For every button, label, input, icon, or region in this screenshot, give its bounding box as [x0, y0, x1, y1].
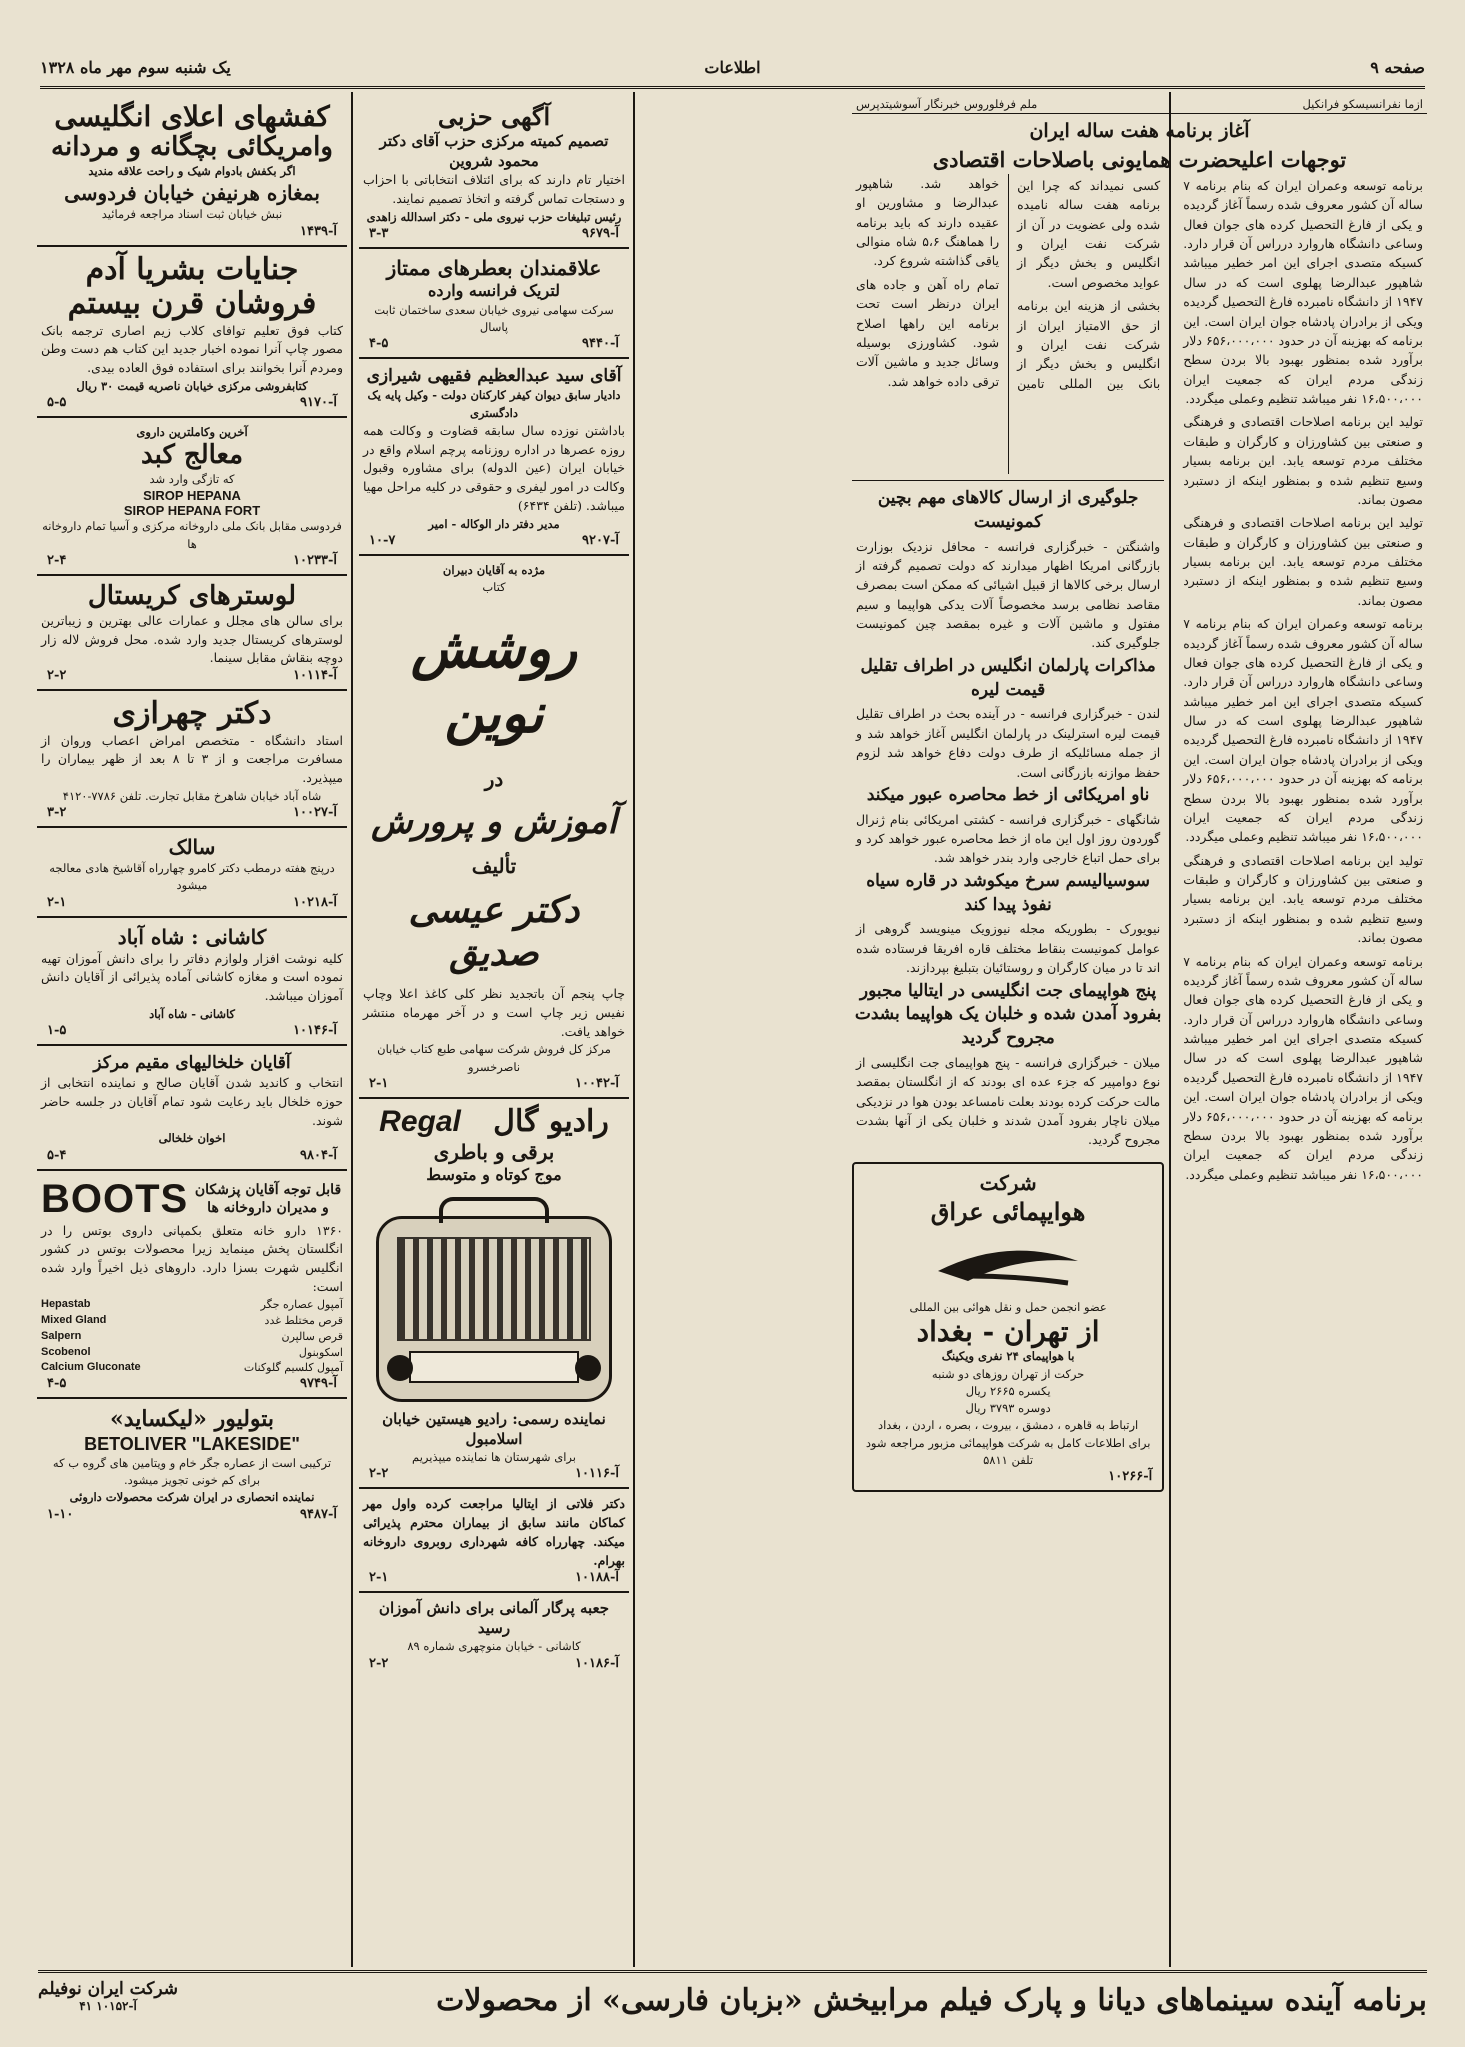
ad-sign: کاشانی - شاه آباد	[149, 1006, 235, 1021]
ad-text: اگر بکفش بادوام شیک و راحت علاقه مندید	[88, 164, 296, 179]
ad-agent: نماینده انحصاری در ایران شرکت محصولات داروئی	[69, 1490, 315, 1505]
ad-text: برقی و باطری	[433, 1140, 555, 1165]
ad-body: چاپ پنجم آن باتجدید نظر کلی کاغذ اعلا وچاپ نفیس زیر چاپ است و در آخر مهرماه منتشر خواهد یافت.	[363, 986, 625, 1039]
ad-ref: ۵-۵	[47, 395, 67, 411]
fare: یکسره ۲۶۶۵ ریال	[965, 1383, 1051, 1398]
ad-code: آ-۹۶۷۹	[582, 225, 619, 241]
ad-perfume	[359, 249, 629, 359]
article-body: بخشی از هزینه این برنامه از حق الامتیاز ایران از شرکت نفت ایران و انگلیس و بخش دیگر از بانک بین المللی تامین خواهد شد. شاهپور عبدالرضا و مشاورین او عقیده دارند که باید برنامه را هماهنگ ۵،۶ شاه منوالی یاقی گذاشته شروع کرد.	[856, 175, 1161, 391]
article-body: لندن - خبرگزاری فرانسه - در آینده بحث در اطراف تقلیل قیمت لیره استرلینک در پارلمان انگلیس آغاز خواهد شد و از جمله مسائلیکه از طرف دولت دفاع خواهد شد لزوم حفظ موازنه بازرگانی است.	[856, 706, 1161, 780]
product-name: SIROP HEPANA FORT	[123, 503, 261, 519]
ad-code: آ-۱۰۲۶۶	[1108, 1469, 1153, 1485]
ad-ref: ۲-۲	[369, 1655, 389, 1671]
list-item: قرص مختلط غدد Mixed Gland	[41, 1313, 343, 1327]
ad-sub: که تازگی وارد شد	[149, 472, 235, 487]
ad-code: آ-۱۰۱۴۶	[293, 1023, 337, 1039]
ad-title: رادیو گال	[493, 1103, 609, 1139]
ad-code: آ-۱۰۱۱۶	[575, 1466, 619, 1482]
ad-title: معالج کبد	[140, 440, 244, 471]
ad-compass-box	[359, 1593, 629, 1676]
ad-title: جعبه پرگار آلمانی برای دانش آموزان رسید	[378, 1599, 610, 1637]
ad-body: کاشانی - خیابان منوچهری شماره ۸۹	[407, 1639, 581, 1654]
ad-shoes	[37, 95, 347, 247]
list-item: قرص سالپرن Salpern	[41, 1329, 343, 1343]
product-list	[41, 1297, 343, 1377]
article-body: تمام راه آهن و جاده های ایران درنظر است تحت برنامه این راهها اصلاح شود. کشاورزی بوسیله وسائل جدید و ماشین آلات ترقی داده خواهد شد.	[856, 276, 1000, 389]
ad-ref: ۲-۱	[369, 1075, 389, 1091]
ad-body: استاد دانشگاه - متخصص امراض اعصاب وروان از مسافرت مراجعت و از ۳ تا ۸ بعد از ظهر بیماران را میپذیرد.	[41, 732, 344, 786]
ad-liver-medicine	[37, 418, 347, 576]
column-divider	[633, 92, 635, 1967]
article-body: تولید این برنامه اصلاحات اقتصادی و فرهنگی و صنعتی بین کشاورزان و کارگران و طبقات مختلف مردم توسعه یابد. این برنامه بسیار وسیع تنظیم شده و بمنظور اینکه از دستبرد مصون بماند.	[1183, 852, 1423, 946]
ad-code: آ-۱۰۲۳۳	[293, 552, 337, 568]
ad-title: بتولیور «لیکساید»	[109, 1406, 275, 1433]
ad-body: انتخاب و کاندید شدن آقایان صالح و نماینده انتخابی از حوزه خلخال باید رعایت شود تمام آقایان در جلسه حاضر شوند.	[41, 1075, 343, 1128]
ad-ref: ۱-۵	[47, 1023, 67, 1039]
article-column	[1179, 174, 1427, 1492]
article-body: کسی نمیداند که چرا این برنامه هفت ساله نامیده شده ولی عضویت در آن از شرکت نفت ایران و انگلیس و بخش دیگر از عواید مخصوص است.	[1017, 177, 1161, 290]
product-name: BETOLIVER "LAKESIDE"	[84, 1433, 300, 1454]
ad-title: فروشان قرن بیستم	[67, 286, 317, 322]
byline: ملم فرفلوروس خبرنگار آسوشیتدپرس	[856, 97, 1038, 111]
article-subtitle: توجهات اعلیحضرت همایونی باصلاحات اقتصادی	[932, 146, 1347, 172]
ad-ref: ۱-۱۰	[47, 1506, 74, 1522]
ad-code: آ-۹۲۰۷	[582, 532, 619, 548]
ad-party-notice	[359, 95, 629, 249]
ad-body: ترکیبی است از عصاره جگر خام و ویتامین های گروه ب که برای کم خونی تجویز میشود.	[52, 1455, 332, 1488]
ad-title: دکتر چهرازی	[112, 696, 272, 732]
airplane-icon	[928, 1231, 1088, 1291]
radio-illustration	[376, 1216, 612, 1402]
ad-title: لوسترهای کریستال	[87, 580, 297, 611]
fare: دوسره ۳۷۹۳ ریال	[965, 1401, 1051, 1416]
list-item: آمپول کلسیم گلوکنات Calcium Gluconate	[41, 1361, 343, 1375]
ad-ref: ۳-۳	[369, 225, 389, 241]
ad-title: علاقمندان بعطرهای ممتاز	[386, 255, 602, 280]
article-body: میلان - خبرگزاری فرانسه - پنج هواپیمای جت انگلیسی از نوع دوامپیر که جزء عده ای بودند که از انگلستان بمقصد مالت حرکت کرده بودند بعلت نامساعد بودن هوا در نزدیکی میلان ناچار بفرود آمدن شدند و خلبان یکی از آنها بشدت مجروح گردید.	[856, 1054, 1161, 1148]
ad-text: بمغازه هرنیفن خیابان فردوسی	[64, 181, 320, 206]
article-body: تولید این برنامه اصلاحات اقتصادی و فرهنگی و صنعتی بین کشاورزان و کارگران و طبقات مختلف مردم توسعه یابد. این برنامه بسیار وسیع تنظیم شده و بمنظور اینکه از دستبرد مصون بماند.	[1183, 414, 1423, 507]
article-title: جلوگیری از ارسال کالاهای مهم بچین کمونیست	[877, 487, 1139, 532]
ad-ref: ۲-۲	[47, 668, 67, 684]
ad-sign: مدیر دفتر دار الوکاله - امیر	[428, 516, 560, 531]
ad-text: در	[484, 766, 504, 791]
ad-address: شاه آباد خیابان شاهرخ مقابل تجارت. تلفن ۷۷۸۶-۴۱۲۰	[62, 788, 322, 803]
ad-code: آ-۹۸۰۴	[300, 1147, 337, 1163]
ads-column-middle	[359, 95, 629, 1677]
ad-boots	[37, 1171, 347, 1400]
article-title: مذاکرات پارلمان انگلیس در اطراف تقلیل قیمت لیره	[860, 655, 1156, 700]
ad-ref: ۱۰-۷	[369, 532, 396, 548]
issue-date: یک شنبه سوم مهر ماه ۱۳۲۸	[40, 58, 231, 77]
ad-code: آ-۱۴۳۹	[300, 223, 337, 239]
ad-ref: ۲-۲	[369, 1466, 389, 1482]
article-body: برنامه توسعه وعمران ایران که بنام برنامه ۷ ساله آن کشور معروف شده رسماً آغاز گردیده و یکی از فارغ التحصیل کرده های جوان فعال وساعی دانشگاه هاروارد درراس آن قرار دارد. کسیکه متصدی اجرای این امر خطیر میباشد شاهپور عبدالرضا پهلوی است که در سال ۱۹۴۷ از دانشگاه نامبرده فارغ التحصیل گردیده ویکی از برادران پادشاه جوان ایران است. این برنامه که بهزینه آن در حدود ۶۵۶،۰۰۰،۰۰۰ دلار برآورد شده بمنظور بهبود بالا بردن سطح زندگی مردم ایران که جمعیت ایران ۱۶،۵۰۰،۰۰۰ نفر میباشد تنظیم وعملی میگردد.	[1183, 953, 1423, 1182]
ad-title: کاشانی : شاه آباد	[117, 924, 267, 949]
ad-code: آ-۹۱۷۰	[300, 395, 337, 411]
article-body: برنامه توسعه وعمران ایران که بنام برنامه ۷ ساله آن کشور معروف شده رسماً آغاز گردیده و یکی از فارغ التحصیل کرده های جوان فعال وساعی دانشگاه هاروارد درراس آن قرار دارد. کسیکه متصدی اجرای این امر خطیر میباشد شاهپور عبدالرضا پهلوی است که در سال ۱۹۴۷ از دانشگاه نامبرده فارغ التحصیل گردیده ویکی از برادران پادشاه جوان ایران است. این برنامه که بهزینه آن در حدود ۶۵۶،۰۰۰،۰۰۰ دلار برآورد شده بمنظور بهبود بالا بردن سطح زندگی مردم ایران که جمعیت ایران ۱۶،۵۰۰،۰۰۰ نفر میباشد تنظیم وعملی میگردد.	[1183, 616, 1423, 845]
ad-body: کلیه نوشت افزار ولوازم دفاتر را برای دانش آموزان تهیه نموده است و مغازه کاشانی آماده پذیرائی از آقایان دانش آموزان میباشد.	[41, 950, 343, 1004]
ad-body: باداشتن نوزده سال سابقه قضاوت و وکالت همه روزه عصرها در اداره روزنامه پرچم اسلام واقع در خیابان ایران (عین الدوله) برای مشاوره وقبول وکالت در امور لیفری و حقوقی در کلیه مراحل مهیا میباشد. (تلفن ۶۴۳۴)	[363, 422, 625, 513]
ad-doctor-chehrazi	[37, 691, 347, 828]
brand-logo: Regal	[379, 1105, 461, 1139]
ad-lead: آخرین وکاملترین داروی	[136, 425, 248, 440]
ad-code: آ-۱۰۱۵۲	[96, 1999, 137, 2013]
ad-ref: ۴-۵	[47, 1376, 67, 1392]
route-from: از تهران	[1004, 1315, 1100, 1349]
ad-text: حرکت از تهران روزهای دو شنبه	[931, 1366, 1085, 1381]
ad-code: آ-۱۰۰۴۲	[575, 1075, 619, 1091]
ad-body: ۱۳۶۰ دارو خانه متعلق بکمپانی داروی بوتس را در انگلستان پخش مینماید زیرا محصولات بوتس در کشور انگلیس شهرت بسزا دارد. داروهای ذیل اخیراً وارد شده است:	[41, 1222, 343, 1294]
news-section	[852, 95, 1427, 1975]
ad-text: برای اطلاعات کامل به شرکت هواپیمائی مزبور مراجعه شود تلفن ۵۸۱۱	[865, 1435, 1151, 1467]
ad-chandeliers	[37, 576, 347, 691]
ad-code: آ-۹۷۴۹	[300, 1376, 337, 1392]
article-title: سوسیالیسم سرخ میکوشد در قاره سیاه نفوذ پیدا کند	[866, 870, 1150, 915]
ad-subtitle: دادیار سابق دیوان کیفر کارکنان دولت - وکیل پایه یک دادگستری	[367, 388, 621, 420]
ad-betoliver	[37, 1399, 347, 1527]
ad-note: برای شهرستان ها نماینده میپذیریم	[412, 1450, 576, 1465]
page-header	[40, 52, 1425, 89]
ad-head: مژده به آقایان دبیران	[442, 562, 546, 577]
ad-title: آقای سید عبدالعظیم فقیهی شیرازی	[366, 366, 622, 387]
ad-code: آ-۱۰۲۱۸	[293, 894, 337, 910]
list-item: آمپول عصاره جگر Hepastab	[41, 1297, 343, 1311]
ad-ref: ۲-۴	[47, 552, 67, 568]
ad-kind: کتاب	[482, 580, 506, 595]
ad-salak	[37, 828, 347, 918]
book-topic: آموزش و پرورش	[371, 801, 617, 842]
ad-code: آ-۹۴۴۰	[582, 336, 619, 352]
ad-body: سرکت سهامی نیروی خیابان سعدی ساختمان ثابت پاسال	[374, 302, 614, 334]
ad-body: دکتر فلاتی از ایتالیا مراجعت کرده واول مهر کماکان مانند سابق از بیماران محترم پذیرائی میکند. چهارراه کافه شهرداری روبروی داروخانه بهرام.	[363, 1496, 625, 1568]
ad-ref: ۲-۱	[47, 894, 67, 910]
ad-title: قابل توجه آقایان پزشکان و مدیران داروخانه ها	[194, 1182, 342, 1217]
ad-title: آقایان خلخالیهای مقیم مرکز	[93, 1053, 291, 1074]
ad-code: آ-۱۰۱۸۶	[575, 1655, 619, 1671]
ad-agent: نماینده رسمی: رادیو هیستین خیابان اسلامبول	[382, 1410, 606, 1448]
ad-title: سالک	[168, 835, 216, 860]
article-body: تولید این برنامه اصلاحات اقتصادی و فرهنگی و صنعتی بین کشاورزان و کارگران و طبقات مختلف مردم توسعه یابد. این برنامه بسیار وسیع تنظیم شده و بمنظور اینکه از دستبرد مصون بماند.	[1183, 515, 1423, 608]
ads-column-left	[37, 95, 347, 1975]
ad-ref: ۴-۵	[369, 336, 389, 352]
ad-text: ارتباط به قاهره ، دمشق ، بیروت ، بصره ، اردن ، بغداد	[877, 1418, 1139, 1433]
issue-number: ۴۱	[79, 1999, 93, 2013]
footer-banner	[38, 1970, 1427, 2033]
ad-ref: ۲-۱	[369, 1570, 389, 1586]
ad-body: فردوسی مقابل بانک ملی داروخانه مرکزی و آسیا تمام داروخانه ها	[42, 519, 342, 551]
ad-khalkhali	[37, 1046, 347, 1171]
ad-airline-name: هوایپمائی عراق	[930, 1196, 1086, 1226]
ad-iraq-airways: شرکت هوایپمائی عراق عضو انجمن حمل و نقل هوائی بین المللی از تهران - بغداد با هواپیمای ۲۴ نفری ویکینگ حرکت از تهران روزهای دو شنبه یکسره ۲۶۶۵ ریال دوسره ۳۷۹۳ ریال ارتباط به قاهره ، دمشق ، بیروت ، بصره ، اردن ، بغداد برای اطلاعات کامل به شرکت هواپیمائی مزبور مراجعه شود تلفن ۵۸۱۱ آ-۱۰۲۶۶	[852, 1162, 1164, 1492]
ad-kashani	[37, 918, 347, 1047]
article-body: واشنگتن - خبرگزاری فرانسه - محافل نزدیک بوزارت بازرگانی امریکا اظهار میدارند که دولت تصمیم گرفته از ارسال برخی کالاها از قبیل اشیائی که ممکن است بمصرف مقاصد نظامی برسد مخصوصاً آلات یدکی هواپیما و سیم مفتول و ماشین آلات و غیره بمقصد چین کمونیست جلوگیری کند.	[856, 538, 1161, 651]
ad-lawyer	[359, 359, 629, 556]
ad-ref: ۵-۴	[47, 1147, 67, 1163]
cinema-banner: برنامه آینده سینماهای دیانا و پارک فیلم مرابیخش «بزبان فارسی» از محصولات	[436, 1983, 1427, 2018]
ad-title: جنایات بشریا آدم	[85, 251, 299, 287]
column-divider	[351, 92, 353, 1967]
newspaper-name: اطلاعات	[704, 58, 761, 77]
ad-subtitle: تصمیم کمیته مرکزی حزب آقای دکتر محمود شروین	[379, 132, 609, 170]
book-author: دکتر عیسی صدیق	[408, 888, 580, 974]
ad-company: شرکت	[979, 1170, 1037, 1195]
ad-code: آ-۱۰۱۸۸	[575, 1570, 619, 1586]
brand-logo: BOOTS	[41, 1176, 189, 1221]
ad-body: برای سالن های مجلل و عمارات عالی بهترین و زیباترین لوسترهای کریستال جدید وارد شده. محل فروش لاله زار دوچه بنقاش مقابل سینما.	[41, 612, 343, 666]
ad-book-new-method	[359, 556, 629, 1099]
ad-text: با هواپیمای ۲۴ نفری ویکینگ	[941, 1349, 1075, 1364]
ad-subtitle: لتریک فرانسه وارده	[427, 280, 561, 300]
ad-regal-radio	[359, 1099, 629, 1490]
ad-body: درپنج هفته درمطب دکتر کامرو چهارراه آقاشیخ هادی معالجه میشود	[49, 861, 335, 893]
ad-text: موج کوتاه و متوسط	[426, 1165, 562, 1185]
route-to: بغداد	[916, 1315, 973, 1349]
ad-body: مرکز کل فروش شرکت سهامی طبع کتاب خیابان ناصرخسرو	[377, 1042, 611, 1074]
list-item: اسکوبنول Scobenol	[41, 1345, 343, 1359]
ad-book-crimes	[37, 247, 347, 419]
page-number: صفحه ۹	[1370, 58, 1425, 77]
article-title: ناو امریکائی از خط محاصره عبور میکند	[866, 784, 1150, 805]
ad-title: کفشهای اعلای انگلیسی	[54, 100, 330, 133]
article-body: برنامه توسعه وعمران ایران که بنام برنامه ۷ ساله آن کشور معروف شده رسماً آغاز گردیده و یکی از فارغ التحصیل کرده های جوان فعال وساعی دانشگاه هاروارد درراس آن قرار دارد. کسیکه متصدی اجرای این امر خطیر میباشد شاهپور عبدالرضا پهلوی است که در سال ۱۹۴۷ از دانشگاه نامبرده فارغ التحصیل گردیده ویکی از برادران پادشاه جوان ایران است. این برنامه که بهزینه آن در حدود ۶۵۶،۰۰۰،۰۰۰ دلار برآورد شده بمنظور بهبود بالا بردن سطح زندگی مردم ایران که جمعیت ایران ۱۶،۵۰۰،۰۰۰ نفر میباشد تنظیم وعملی میگردد.	[1183, 177, 1423, 407]
ad-code: آ-۹۴۸۷	[300, 1506, 337, 1522]
ad-text: نبش خیابان ثبت اسناد مراجعه فرمائید	[101, 207, 283, 222]
ad-text: عضو انجمن حمل و نقل هوائی بین المللی	[909, 1300, 1107, 1315]
ad-text: تألیف	[471, 853, 517, 878]
ad-title: آگهی حزبی	[437, 102, 551, 131]
book-title: روشش نوین	[410, 616, 578, 746]
ad-doctor-return	[359, 1489, 629, 1593]
ad-ref: ۳-۲	[47, 805, 67, 821]
ad-price: کتابفروشی مرکزی خیابان ناصریه قیمت ۳۰ ریال	[76, 378, 308, 393]
ad-body: کتاب فوق تعلیم توافای کلاب زیم اصاری ترجمه بانک مصور چاپ آنرا نموده اخبار جدید این کتاب هم دست وطن ومردم آنرا بخوانند برای استفاده فوق العاده بیدی.	[41, 322, 343, 376]
article-body: شانگهای - خبرگزاری فرانسه - کشتی امریکائی بنام ژنرال گوردون روز اول این ماه از خط محاصره عبور خواهد کرد و برای حمل اتباع خارجی وارد بندر خواهد شد.	[856, 811, 1161, 866]
ad-title: وامریکائی بچگانه و مردانه	[51, 132, 333, 163]
footer-company: شرکت ایران نوفیلم آ-۱۰۱۵۲ ۴۱	[38, 1979, 179, 2013]
ad-body: اختیار تام دارند که برای ائتلاف انتخاباتی با احزاب و دستجات تماس گرفته و اتخاذ تصمیم نمایند.	[363, 172, 625, 206]
ad-sign: رئیس تبلیغات حزب نیروی ملی - دکتر اسدالله زاهدی	[366, 209, 622, 224]
ad-code: آ-۱۰۰۲۷	[293, 805, 337, 821]
ad-sign: اخوان خلخالی	[158, 1131, 226, 1146]
byline: ازما نفرانسیسکو فرانکیل	[1302, 97, 1423, 111]
ad-code: آ-۱۰۱۱۴	[293, 668, 337, 684]
product-name: SIROP HEPANA	[143, 488, 241, 504]
article-title: پنج هواپیمای جت انگلیسی در ایتالیا مجبور بفرود آمدن شده و خلبان یک هواپیما بشدت مجروح گردید	[854, 980, 1162, 1049]
article-title: آغاز برنامه هفت ساله ایران	[1029, 120, 1250, 142]
article-body: نیویورک - بطوریکه مجله نیوزویک مینویسد گروهی از عوامل کمونیست بنقاط مختلف قاره افریقا فرستاده شده اند تا در میان کارگران و روستائیان بتبلیغ بپردازند.	[856, 921, 1161, 976]
article-column	[852, 174, 1171, 1492]
